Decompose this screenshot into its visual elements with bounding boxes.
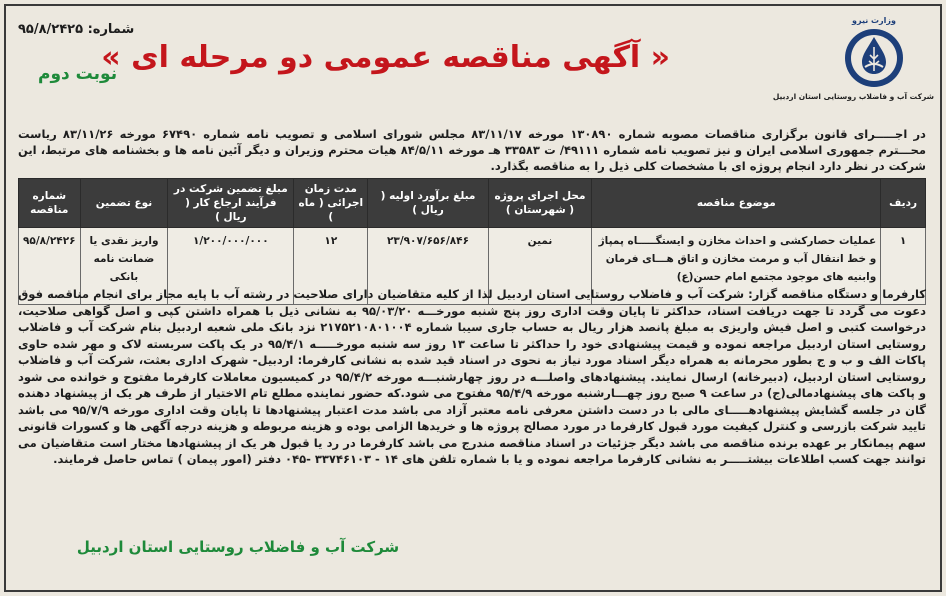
cell-estimate: ۲۳/۹۰۷/۶۵۶/۸۴۶ <box>368 228 488 305</box>
header-guarantee-type: نوع تضمین <box>80 179 168 228</box>
cell-guarantee: ۱/۲۰۰/۰۰۰/۰۰۰ <box>168 228 294 305</box>
cell-guarantee-type: واریز نقدی یا ضمانت نامه بانکی <box>80 228 168 305</box>
cell-location: نمین <box>488 228 592 305</box>
header-subject: موضوع مناقصه <box>592 179 881 228</box>
water-drop-logo-icon <box>843 27 905 89</box>
header-tender-number: شماره مناقصه <box>19 179 81 228</box>
details-paragraph: کارفرما و دستگاه مناقصه گزار: شرکت آب و فاضلاب روستایی استان اردبیل لذا از کلیه متقاضیان دارای صلاحیت در رشته آب با پایه مجاز برای انجام مناقصه فوق دعوت می گردد تا جهت دریافت اسناد، حداکثر تا پایان وقت اداری روز پنج شنبه مورخـــه ۹۵/۰۳/۲۰ به نشانی ذیل با همراه داشتن کپی و اصل گواهی صلاحیت، درخواست کتبی و اصل فیش واریزی به مبلغ پانصد هزار ریال به حساب جاری سیبا شماره ۲۱۷۵۲۱۰۸۰۱۰۰۴ نزد بانک ملی شعبه اردبیل بنام شرکت آب و فاضلاب روستایی استان اردبیل مراجعه نموده و قیمت پیشنهادی خود را حداکثر تا ساعت ۱۳ روز سه شنبه مورخـــــه ۹۵/۴/۱ در یک پاکت سربسته لاک و مهر شده حاوی پاکات الف و ب و ج بطور محرمانه به همراه دیگر اسناد مورد نیاز به نحوی در اسناد قید شده به نشانی کارفرما: اردبیل- شهرک اداری بعثت، شرکت آب و فاضلاب روستایی استان اردبیل، (دبیرخانه) ارسال نمایند. پیشنهادهای واصلـــه در روز چهارشنبـــه مورخه ۹۵/۴/۲ در کمیسیون معاملات کارفرما مفتوح و خوانده می شود و پاکت های پیشنهادمالی(ج) در ساعت ۹ صبح روز چهـــارشنبه مورخه ۹۵/۴/۹ مفتوح می شود.که حضور نماینده مطلع تام الاختیار از طرف هر یک از پیشنهاد دهنده گان در جلسه گشایش پیشنهادهـــــای مالی با در دست داشتن معرفی نامه معتبر آزاد می باشد مدت اعتبار پیشنهادها تا پایان وقت اداری مورخه ۹۵/۷/۹ می باشد تایید شرکت بازرسی و کنترل کیفیت مورد قبول کارفرما در مورد مصالح پروژه ها و خریدها الزامی بوده و هزینه مربوطه و هزینه درجه آگهی ها و کسورات قانونی سهم پیمانکار بر عهده برنده مناقصه می باشد دیگر جزئیات در اسناد مناقصه مندرج می باشد کارفرما در رد یا قبول هر یک از پیشنهادها مختار است متقاضیان می توانند جهت کسب اطلاعات بیشتـــــر به نشانی کارفرما مراجعه نموده و یا با شماره تلفن های ۱۴ - ۳۳۷۴۶۱۰۳ -۰۴۵ دفتر (امور پیمان ) تماس حاصل فرمایند. <box>18 287 927 466</box>
organization-logo-block <box>772 16 934 101</box>
cell-duration: ۱۲ <box>294 228 368 305</box>
notice-number: شماره: ۹۵/۸/۲۴۲۵ <box>18 22 135 37</box>
header-estimate: مبلغ برآورد اولیه ( ریال ) <box>368 179 488 228</box>
header-row-number: ردیف <box>881 179 926 228</box>
ministry-label: وزارت نیرو <box>852 16 896 25</box>
cell-subject: عملیات حصارکشی و احداث مخازن و ایستگـــــاه پمپاژ و خط انتقال آب و مرمت مخازن و اتاق هـــای فرمان وابنیه های موجود مجتمع امام حسن(ع) <box>592 228 881 305</box>
header-location: محل اجرای پروژه ( شهرستان ) <box>488 179 592 228</box>
cell-row-number: ۱ <box>881 228 926 305</box>
table-header-row <box>19 179 926 228</box>
header-duration: مدت زمان اجرائی ( ماه ) <box>294 179 368 228</box>
footer-organization: شرکت آب و فاضلاب روستایی استان اردبیل <box>76 538 400 556</box>
notice-title: « آگهی مناقصه عمومی دو مرحله ای » <box>101 40 670 75</box>
cell-tender-number: ۹۵/۸/۲۴۲۶ <box>19 228 81 305</box>
organization-label: شرکت آب و فاضلاب روستایی استان اردبیل <box>772 92 934 101</box>
header-guarantee: مبلغ تضمین شرکت در فرآیند ارجاع کار ( ریال ) <box>168 179 294 228</box>
intro-paragraph: در اجـــــرای قانون برگزاری مناقصات مصوبه شماره ۱۳۰۸۹۰ مورخه ۸۳/۱۱/۱۷ مجلس شورای اسلامی و تصویب نامه شماره ۶۷۴۹۰ مورخه ۸۳/۱۱/۲۶ ریاست محـــترم جمهوری اسلامی ایران و نیز تصویب نامه شماره ۴۹۱۱۱/ ت ۳۳۵۸۳ هـ مورخه ۸۴/۵/۱۱ هیات محترم وزیران و دیگر آئین نامه ها و بخشنامه های مرتبط، این شرکت در نظر دارد انجام پروژه ای با مشخصات کلی ذیل را به مناقصه بگذارد. <box>18 127 927 173</box>
publication-round: نوبت دوم <box>38 64 118 84</box>
